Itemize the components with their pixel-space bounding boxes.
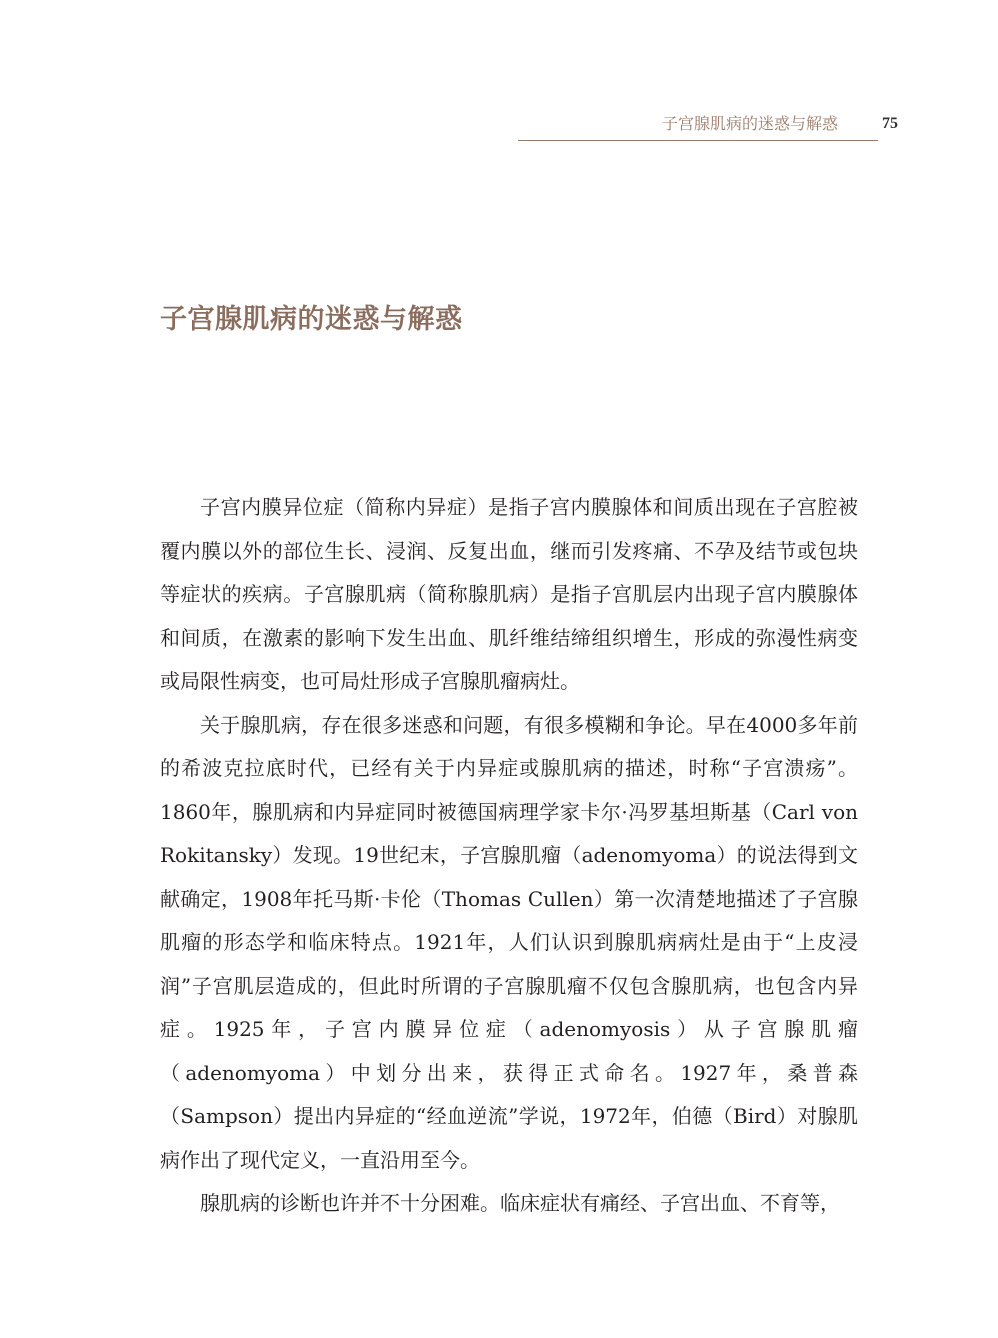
running-title: 子宫腺肌病的迷惑与解惑 bbox=[661, 114, 838, 133]
paragraph: 腺肌病的诊断也许并不十分困难。临床症状有痛经、子宫出血、不育等， bbox=[200, 1191, 840, 1215]
body-text bbox=[160, 486, 858, 1226]
chapter-title: 子宫腺肌病的迷惑与解惑 bbox=[160, 304, 463, 335]
running-header bbox=[518, 112, 898, 142]
paragraph: 子宫内膜异位症（简称内异症）是指子宫内膜腺体和间质出现在子宫腔被覆内膜以外的部位生长、浸润、反复出血，继而引发疼痛、不孕及结节或包块等症状的疾病。子宫腺肌病（简称腺肌病）是指子宫肌层内出现子宫内膜腺体和间质，在激素的影响下发生出血、肌纤维结缔组织增生，形成的弥漫性病变或局限性病变，也可局灶形成子宫腺肌瘤病灶。 bbox=[160, 495, 858, 693]
paragraph: 关于腺肌病，存在很多迷惑和问题，有很多模糊和争论。早在4000多年前的希波克拉底时代，已经有关于内异症或腺肌病的描述，时称“子宫溃疡”。1860年，腺肌病和内异症同时被德国病理学家卡尔·冯罗基坦斯基（Carl von Rokitansky）发现。19世纪末，子宫腺肌瘤（adenomyoma）的说法得到文献确定，1908年托马斯·卡伦（Thomas Cullen）第一次清楚地描述了子宫腺肌瘤的形态学和临床特点。1921年，人们认识到腺肌病病灶是由于“上皮浸润”子宫肌层造成的，但此时所谓的子宫腺肌瘤不仅包含腺肌病，也包含内异症。1925年，子宫内膜异位症（adenomyosis）从子宫腺肌瘤（adenomyoma）中划分出来，获得正式命名。1927年，桑普森（Sampson）提出内异症的“经血逆流”学说，1972年，伯德（Bird）对腺肌病作出了现代定义，一直沿用至今。 bbox=[160, 712, 858, 1172]
page-number: 75 bbox=[882, 115, 898, 132]
header-rule bbox=[518, 140, 878, 141]
